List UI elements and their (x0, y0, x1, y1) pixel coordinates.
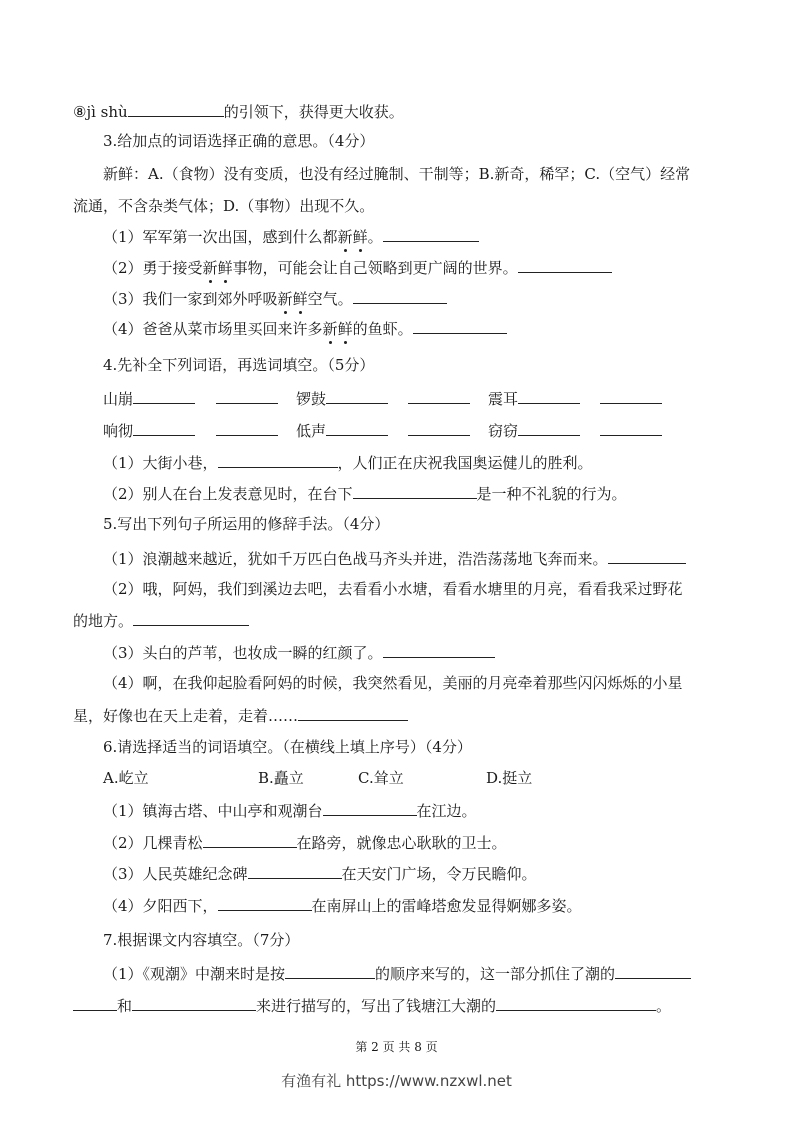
q4-sentence-1: （1）大街小巷， ，人们正在庆祝我国奥运健儿的胜利。 (103, 454, 593, 472)
q6-sentence-3: （3）人民英雄纪念碑 在天安门广场，令万民瞻仰。 (103, 865, 537, 883)
q3-item-2: （2）勇于接受新鲜事物，可能会让自己领略到更广阔的世界。 (0, 257, 793, 278)
emphasis-dot-char: 新 (337, 228, 353, 246)
answer-blank[interactable] (133, 610, 249, 626)
answer-blank[interactable] (615, 963, 691, 979)
answer-blank[interactable] (216, 420, 278, 436)
q4-word-1-second-blank (216, 388, 278, 409)
q4-title: 4.先补全下列词语，再选词填空。（5分） (103, 356, 375, 374)
q3-item-1: （1）军军第一次出国，感到什么都新鲜。 (0, 226, 793, 247)
q3-definition-line2: 流通，不含杂类气体；D.（事物）出现不久。 (73, 197, 375, 215)
answer-blank[interactable] (600, 420, 662, 436)
emphasis-dot-char: 新 (277, 290, 293, 308)
q4-word-2: 锣鼓 (296, 388, 388, 409)
watermark-text: 有渔有礼 https://www.nzxwl.net (281, 1072, 512, 1090)
q4-word-6: 窃窃 (488, 420, 580, 441)
q4-word-4: 响彻 (103, 420, 195, 441)
page-number-footer: 第 2 页 共 8 页 (355, 1040, 438, 1054)
answer-blank[interactable] (298, 705, 408, 721)
answer-blank[interactable] (132, 995, 256, 1011)
q6-sentence-1: （1）镇海古塔、中山亭和观潮台 在江边。 (103, 802, 477, 820)
q4-word-4-second-blank (216, 420, 278, 441)
q5-item-3: （3）头白的芦苇，也妆成一瞬的红颜了。 (0, 642, 793, 663)
answer-blank[interactable] (353, 483, 477, 499)
emphasis-dot-char: 新 (202, 259, 218, 277)
q5-item-4-line2: 星，好像也在天上走着，走着…… (0, 705, 793, 726)
q6-title: 6.请选择适当的词语填空。（在横线上填上序号）（4分） (103, 738, 472, 756)
emphasis-dot-char: 鲜 (217, 259, 233, 277)
answer-blank[interactable] (383, 226, 479, 242)
answer-blank[interactable] (600, 388, 662, 404)
answer-blank[interactable] (216, 388, 278, 404)
q7-item-1-line1: （1）《观潮》中潮来时是按 的顺序来写的，这一部分抓住了潮的 (0, 963, 793, 984)
q4-word-5-second-blank (408, 420, 470, 441)
q6-option-c: C.耸立 (358, 769, 404, 787)
answer-blank[interactable] (518, 420, 580, 436)
q4-word-3-second-blank (600, 388, 662, 409)
answer-blank[interactable] (353, 288, 447, 304)
emphasis-dot-char: 鲜 (352, 228, 368, 246)
answer-blank[interactable] (73, 995, 117, 1011)
q4-word-3: 震耳 (488, 388, 580, 409)
q4-word-1: 山崩 (103, 388, 195, 409)
answer-blank[interactable] (608, 548, 686, 564)
answer-blank[interactable] (218, 452, 338, 468)
answer-blank[interactable] (218, 895, 312, 911)
q5-item-2-line2: 的地方。 (0, 610, 793, 631)
answer-blank[interactable] (518, 388, 580, 404)
q7-item-1-line2: 和 来进行描写的，写出了钱塘江大潮的 。 (0, 995, 793, 1016)
q6-option-d: D.挺立 (486, 769, 533, 787)
answer-blank[interactable] (203, 832, 297, 848)
q5-title: 5.写出下列句子所运用的修辞手法。（4分） (103, 515, 390, 533)
q5-item-1: （1）浪潮越来越近，犹如千万匹白色战马齐头并进，浩浩荡荡地飞奔而来。 (0, 548, 793, 569)
q4-word-6-second-blank (600, 420, 662, 441)
answer-blank[interactable] (413, 318, 507, 334)
answer-blank[interactable] (128, 101, 224, 117)
q6-sentence-4: （4）夕阳西下， 在南屏山上的雷峰塔愈发显得婀娜多姿。 (103, 897, 582, 915)
answer-blank[interactable] (408, 388, 470, 404)
answer-blank[interactable] (285, 963, 375, 979)
q3-title: 3.给加点的词语选择正确的意思。（4分） (103, 132, 375, 150)
q4-word-5: 低声 (296, 420, 388, 441)
q5-item-2-line1: （2）哦，阿妈，我们到溪边去吧，去看看小水塘，看看水塘里的月亮，看看我采过野花 (103, 580, 683, 598)
q4-sentence-2: （2）别人在台上发表意见时，在台下 是一种不礼貌的行为。 (103, 485, 627, 503)
q4-word-2-second-blank (408, 388, 470, 409)
q5-item-4-line1: （4）啊，在我仰起脸看阿妈的时候，我突然看见，美丽的月亮牵着那些闪闪烁烁的小星 (103, 674, 683, 692)
q3-item-4: （4）爸爸从菜市场里买回来许多新鲜的鱼虾。 (0, 318, 793, 339)
answer-blank[interactable] (496, 995, 656, 1011)
answer-blank[interactable] (326, 420, 388, 436)
q6-option-a: A.屹立 (103, 769, 149, 787)
answer-blank[interactable] (323, 800, 417, 816)
answer-blank[interactable] (518, 257, 612, 273)
q3-item-3: （3）我们一家到郊外呼吸新鲜空气。 (0, 288, 793, 309)
answer-blank[interactable] (408, 420, 470, 436)
q7-title: 7.根据课文内容填空。（7分） (103, 931, 300, 949)
answer-blank[interactable] (248, 863, 342, 879)
emphasis-dot-char: 鲜 (337, 320, 353, 338)
emphasis-dot-char: 鲜 (292, 290, 308, 308)
answer-blank[interactable] (133, 388, 195, 404)
emphasis-dot-char: 新 (322, 320, 338, 338)
q6-option-b: B.矗立 (258, 769, 304, 787)
answer-blank[interactable] (383, 642, 495, 658)
q6-sentence-2: （2）几棵青松 在路旁，就像忠心耿耿的卫士。 (103, 834, 507, 852)
answer-blank[interactable] (326, 388, 388, 404)
answer-blank[interactable] (133, 420, 195, 436)
q2-item-8: ⑧jì shù 的引领下，获得更大收获。 (73, 103, 404, 121)
q3-definition-line1: 新鲜：A.（食物）没有变质，也没有经过腌制、干制等；B.新奇，稀罕；C.（空气）经常 (103, 165, 691, 183)
